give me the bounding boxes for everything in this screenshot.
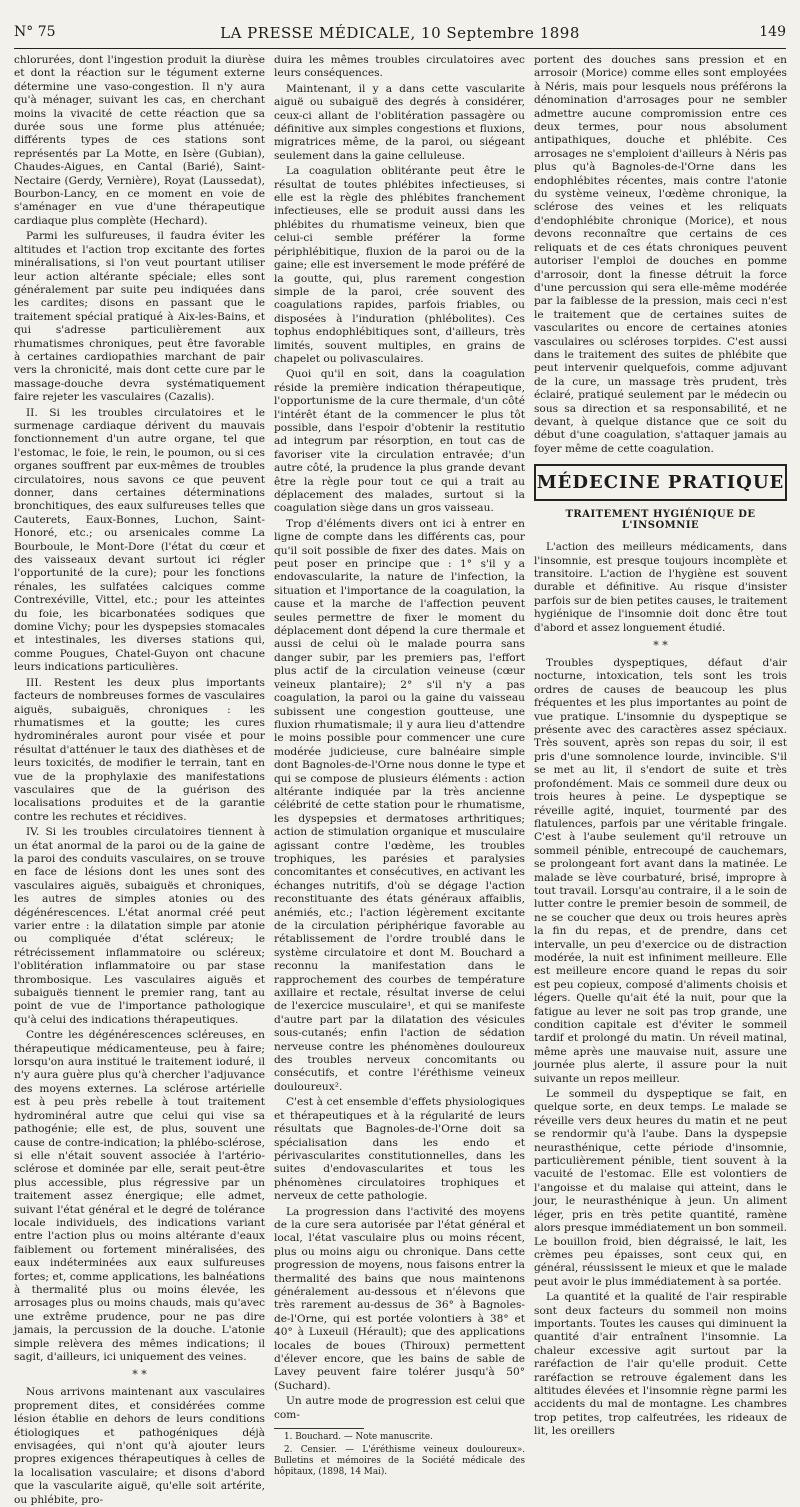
paragraph: C'est à cet ensemble d'effets physiologiques et thérapeutiques et à la régularité de leurs résultats que Bagnoles-de-l'Orne doit sa spécialisation dans les endo et périvascularites constitutionnelles, dans les suites d'endovascularites et tous les phénomènes circulatoires trophiques et nerveux de cette pathologie.: [274, 1096, 525, 1203]
paragraph: Troubles dyspeptiques, défaut d'air nocturne, intoxication, tels sont les trois ordres de causes de beaucoup les plus fréquentes et les plus importantes au point de vue pratique. L'insomnie du dyspeptique se présente avec des caractères assez spéciaux. Très souvent, après son repas du soir, il est pris d'une somnolence lourde, invincible. S'il se met au lit, il s'endort de suite et très profondément. Mais ce sommeil dure deux ou trois heures à peine. Le dyspeptique se réveille agité, inquiet, tourmenté par des flatulences, parfois par une véritable fringale. C'est à l'aube seulement qu'il retrouve un sommeil pénible, entrecoupé de cauchemars, se prolongeant fort avant dans la matinée. Le malade se lève courbaturé, brisé, impropre à tout travail. Lorsqu'au contraire, il a le soin de lutter contre le premier besoin de sommeil, de ne se coucher que deux ou trois heures après la fin du repas, et de prendre, dans cet intervalle, un peu d'exercice ou de distraction modérée, la nuit est infiniment meilleure. Elle est meilleure encore quand le repas du soir est peu copieux, composé d'aliments choisis et légers. Quelle qu'ait été la nuit, pour que la fatigue au lever ne soit pas trop grande, une condition capitale est d'éviter le sommeil tardif et prolongé du matin. Un réveil matinal, même après une mauvaise nuit, assure une journée plus alerte, il assure pour la nuit suivante un repos meilleur.: [534, 657, 787, 1085]
paragraph: chlorurées, dont l'ingestion produit la diurèse et dont la réaction sur le tégument externe détermine une vaso-congestion. Il n'y aura qu'à ménager, suivant les cas, en cherchant moins la vivacité de cette réaction que sa durée sous une forme plus atténuée; différents types de ces stations sont représentés par La Motte, en Isère (Gubian), Chaudes-Aigues, en Cantal (Barié), Saint-Nectaire (Gerdy, Vernière), Royat (Laussedat), Bourbon-Lancy, en ce moment en voie de s'aménager en vue d'une thérapeutique cardiaque plus complète (Hechard).: [14, 54, 265, 227]
paragraph: Contre les dégénérescences scléreuses, en thérapeutique médicamenteuse, peu à faire; lorsqu'on aura institué le traitement ioduré, il n'y aura guère plus qu'à chercher l'adjuvance des moyens externes. La sclérose artérielle est à peu près rebelle à tout traitement hydrominéral autre que celui qui vise sa pathogénie; elle est, de plus, souvent une cause de contre-indication; la phlébo-sclérose, si elle n'était souvent associée à l'artério-sclérose et dominée par elle, serait peut-être plus accessible, plus régressive par un traitement assez énergique; elle admet, suivant l'état général et le degré de tolérance locale individuels, des indications variant entre l'action plus ou moins altérante d'eaux faiblement ou fortement minéralisées, des eaux indéterminées aux eaux sulfureuses fortes; et, comme applications, les balnéations à thermalité plus ou moins élevée, les arrosages plus ou moins chauds, mais qu'avec une extrême prudence, pour ne pas dire jamais, la percussion de la douche. L'atonie simple relèvera des mêmes indications; il sagit, d'ailleurs, ici uniquement des veines.: [14, 1029, 265, 1363]
paragraph: L'action des meilleurs médicaments, dans l'insomnie, est presque toujours incomplète et transitoire. L'action de l'hygiène est souvent durable et définitive. Au risque d'insister parfois sur de bien petites causes, le traitement hygiénique de l'insomnie doit donc être tout d'abord et assez longuement étudié.: [534, 541, 787, 634]
issue-number: N° 75: [14, 24, 56, 40]
paragraph: II. Si les troubles circulatoires et le surmenage cardiaque dérivent du mauvais fonctionnement d'un autre organe, tel que l'estomac, le foie, le rein, le poumon, ou si ces organes souffrent par eux-mêmes de troubles circulatoires, nous savons ce que peuvent donner, dans certaines déterminations bronchitiques, des eaux sulfureuses telles que Cauterets, Eaux-Bonnes, Luchon, Saint-Honoré, etc.; ou arsenicales comme La Bourboule, le Mont-Dore (l'état du cœur et des vaisseaux devant surtout ici régler l'opportunité de la cure); pour les fonctions rénales, les sulfatées calciques comme Contrexéville, Vittel, etc.; pour les atteintes du foie, les bicarbonatées sodiques que domine Vichy; pour les dyspepsies stomacales et intestinales, les diverses stations qui, comme Pougues, Chatel-Guyon ont chacune leurs indications particulières.: [14, 406, 265, 674]
paragraph: IV. Si les troubles circulatoires tiennent à un état anormal de la paroi ou de la gaine de la paroi des conduits vasculaires, on se trouve en face de lésions dont les unes sont des vasculaires aiguës, subaiguës et chroniques, les autres de simples atonies ou des dégénérescences. L'état anormal créé peut varier entre : la dilatation simple par atonie ou compliquée d'état scléreux; le rétrécissement inflammatoire ou scléreux; l'oblitération inflammatoire ou par stase thrombosique. Les vasculaires aiguës et subaiguës tiennent le premier rang, tant au point de vue de l'importance pathologique qu'à celui des indications thérapeutiques.: [14, 826, 265, 1026]
paragraph: portent des douches sans pression et en arrosoir (Morice) comme elles sont employées à Néris, mais pour lesquels nous préférons la dénomination d'arrosages pour ne sembler admettre aucune compromission entre ces deux termes, pour nous absolument antipathiques, douche et phlébite. Ces arrosages ne s'emploient d'ailleurs à Néris pas plus qu'à Bagnoles-de-l'Orne dans les endophlébites récentes, mais contre l'atonie du système veineux, l'œdème chronique, la sclérose des veines et les reliquats d'endophlébite chronique (Morice), et nous devons reconnaître que certains de ces reliquats et de ces états chroniques peuvent autoriser l'emploi de douches en pomme d'arrosoir, dont la finesse détruit la force d'une percussion qui sera elle-même modérée par la faiblesse de la pression, mais ceci n'est le traitement que de certaines suites de vascularites ou encore de certaines atonies vasculaires ou scléroses torpides. C'est aussi dans le traitement des suites de phlébite que peut intervenir quelquefois, comme adjuvant de la cure, un massage très prudent, très éclairé, pratiqué seulement par le médecin ou sous sa direction et sa responsabilité, et ne devant, à quelque distance que ce soit du début d'une coagulation, s'attaquer jamais au foyer même de cette coagulation.: [534, 54, 787, 455]
page-number: 149: [759, 24, 786, 40]
article-title: TRAITEMENT HYGIÉNIQUE DE L'INSOMNIE: [565, 509, 756, 532]
separator-asterisks: * *: [132, 1368, 147, 1382]
paragraph: Parmi les sulfureuses, il faudra éviter les altitudes et l'action trop excitante des fortes minéralisations, si l'on veut pourtant utiliser leur action altérante spéciale; elles sont généralement par suite peu indiquées dans les cardites; disons en passant que le traitement spécial pratiqué à Aix-les-Bains, et qui s'adresse particulièrement aux rhumatismes chroniques, peut être favorable à certaines cardiopathies marchant de pair vers la chronicité, mais dont cette cure par le massage-douche devra systématiquement faire rejeter les vasculaires (Cazalis).: [14, 230, 265, 404]
journal-title: LA PRESSE MÉDICALE, 10 Septembre 1898: [220, 24, 580, 42]
column-2: [274, 54, 525, 1478]
paragraph: La progression dans l'activité des moyens de la cure sera autorisée par l'état général et local, l'état vasculaire plus ou moins récent, plus ou moins aigu ou chronique. Dans cette progression de moyens, nous faisons entrer la thermalité des bains que nous maintenons généralement au-dessous et n'élevons que très rarement au-dessus de 36° à Bagnoles-de-l'Orne, qui est portée volontiers à 38° et 40° à Luxeuil (Hérault); que des applications locales de boues (Thiroux) permettent d'élever encore, que les bains de sable de Lavey peuvent faire tolérer jusqu'à 50° (Suchard).: [274, 1205, 525, 1392]
paragraph: La quantité et la qualité de l'air respirable sont deux facteurs du sommeil non moins importants. Toutes les causes qui diminuent la quantité d'air entraînent l'insomnie. La chaleur excessive agit surtout par la raréfaction de l'air qu'elle produit. Cette raréfaction se retrouve également dans les altitudes élevées et l'insomnie règne parmi les accidents du mal de montagne. Les chambres trop petites, trop calfeutrées, les rideaux de lit, les oreillers: [534, 1291, 787, 1438]
footnote-rule: [274, 1428, 364, 1429]
header-rule: [14, 48, 786, 49]
paragraph: Maintenant, il y a dans cette vascularite aiguë ou subaiguë des degrés à considérer, ceux-ci allant de l'oblitération passagère ou définitive aux simples congestions et fluxions, migratrices même, de la paroi, ou siégeant seulement dans la gaine celluleuse.: [274, 82, 525, 162]
paragraph: Quoi qu'il en soit, dans la coagulation réside la première indication thérapeutique, l'opportunisme de la cure thermale, d'un côté l'intérêt étant de la commencer le plus tôt possible, dans l'espoir d'obtenir la restitutio ad integrum par résorption, en tout cas de favoriser vite la circulation entravée; d'un autre côté, la prudence la plus grande devant être la règle pour tout ce qui a trait au déplacement des malades, surtout si la coagulation siège dans un gros vaisseau.: [274, 368, 525, 515]
paragraph: Le sommeil du dyspeptique se fait, en quelque sorte, en deux temps. Le malade se réveille vers deux heures du matin et ne peut se rendormir qu'à l'aube. Dans la dyspepsie neurasthénique, cette période d'insomnie, particulièrement pénible, tient souvent à la vacuité de l'estomac. Elle est volontiers de l'angoisse et du malaise qui atteint, dans le jour, le neurasthénique à jeun. Un aliment léger, pris en très petite quantité, ramène alors presque immédiatement un bon sommeil. Le bouillon froid, bien dégraissé, le lait, les crèmes peu épaisses, sont ceux qui, en général, réussissent le mieux et que le malade peut avoir le plus immédiatement à sa portée.: [534, 1088, 787, 1288]
paragraph: La coagulation oblitérante peut être le résultat de toutes phlébites infectieuses, si elle est la règle des phlébites franchement infectieuses, elle se produit aussi dans les phlébites du rhumatisme veineux, bien que celui-ci semble préférer la forme périphlébitique, fluxion de la paroi ou de la gaine; elle est inversement le mode préféré de la goutte, qui, plus rarement congestion simple de la paroi, crée souvent des coagulations rapides, parfois friables, ou disposées à l'induration (phlébolites). Ces tophus endophlébitiques sont, d'ailleurs, très limités, souvent multiples, en grains de chapelet ou polivasculaires.: [274, 165, 525, 365]
paragraph: Un autre mode de progression est celui que com-: [274, 1395, 525, 1421]
paragraph: duira les mêmes troubles circulatoires avec leurs conséquences.: [274, 54, 525, 80]
footnote: 2. Censier. — L'éréthisme veineux douloureux». Bulletins et mémoires de la Société médicale des hôpitaux, (1898, 14 Mai).: [274, 1445, 525, 1478]
paragraph: Nous arrivons maintenant aux vasculaires proprement dites, et considérées comme lésion établie en dehors de leurs conditions étiologiques et pathogéniques déjà envisagées, qui n'ont qu'à ajouter leurs propres exigences thérapeutiques à celles de la localisation vasculaire; et disons d'abord que la vascularite aiguë, qu'elle soit artérite, ou phlébite, pro-: [14, 1386, 265, 1506]
section-heading: MÉDECINE PRATIQUE: [534, 464, 787, 501]
page-header: [14, 24, 786, 46]
column-3: [534, 54, 787, 1438]
paragraph: III. Restent les deux plus importants facteurs de nombreuses formes de vasculaires aiguës, subaiguës, chroniques : les rhumatismes et la goutte; les cures hydrominérales auront pour visée et pour résultat d'atténuer le taux des diathèses et de leurs toxicités, de modifier le terrain, tant en vue de la prophylaxie des manifestations vasculaires que de la guérison des localisations produites et de la garantie contre les rechutes et récidives.: [14, 676, 265, 823]
separator-asterisks: * *: [653, 639, 668, 653]
article-intro: [534, 541, 787, 635]
paragraph: Trop d'éléments divers ont ici à entrer en ligne de compte dans les différents cas, pour qu'il soit possible de fixer des dates. Mais on peut poser en principe que : 1° s'il y a endovascularite, la nature de l'infection, la situation et l'importance de la coagulation, la cause et la marche de l'affection peuvent seules permettre de fixer le moment du déplacement dont dépend la cure thermale et aussi de celui où le malade pourra sans danger subir, par les premiers pas, l'effort plus actif de la circulation veineuse (cœur veineux plantaire); 2° s'il n'y a pas coagulation, la paroi ou la gaine du vaisseau subissent une congestion goutteuse, une fluxion rhumatismale; il y aura lieu d'attendre le moins possible pour commencer une cure modérée judicieuse, cure balnéaire simple dont Bagnoles-de-l'Orne nous donne le type et qui se compose de plusieurs éléments : action altérante indiquée par la très ancienne célébrité de cette station pour le rhumatisme, les dyspepsies et dermatoses arthritiques; action de stimulation organique et musculaire agissant contre l'œdème, les troubles trophiques, les parésies et paralysies concomitantes et consécutives, en activant les échanges nutritifs, d'où se dégage l'action reconstituante des états généraux affaiblis, anémiés, etc.; l'action légèrement excitante de la circulation périphérique favorable au rétablissement de l'ordre troublé dans le système circulatoire et dont M. Bouchard a reconnu la manifestation dans le rapprochement des courbes de température axillaire et rectale, résultat inverse de celui de l'exercice musculaire¹, et qui se manifeste d'autre part par la dilatation des vésicules sous-cutanés; enfin l'action de sédation nerveuse contre les phénomènes douloureux des troubles nerveux concomitants ou consécutifs, et contre l'éréthisme veineux douloureux².: [274, 517, 525, 1093]
column-1: [14, 54, 265, 1506]
footnote: 1. Bouchard. — Note manuscrite.: [284, 1432, 433, 1443]
